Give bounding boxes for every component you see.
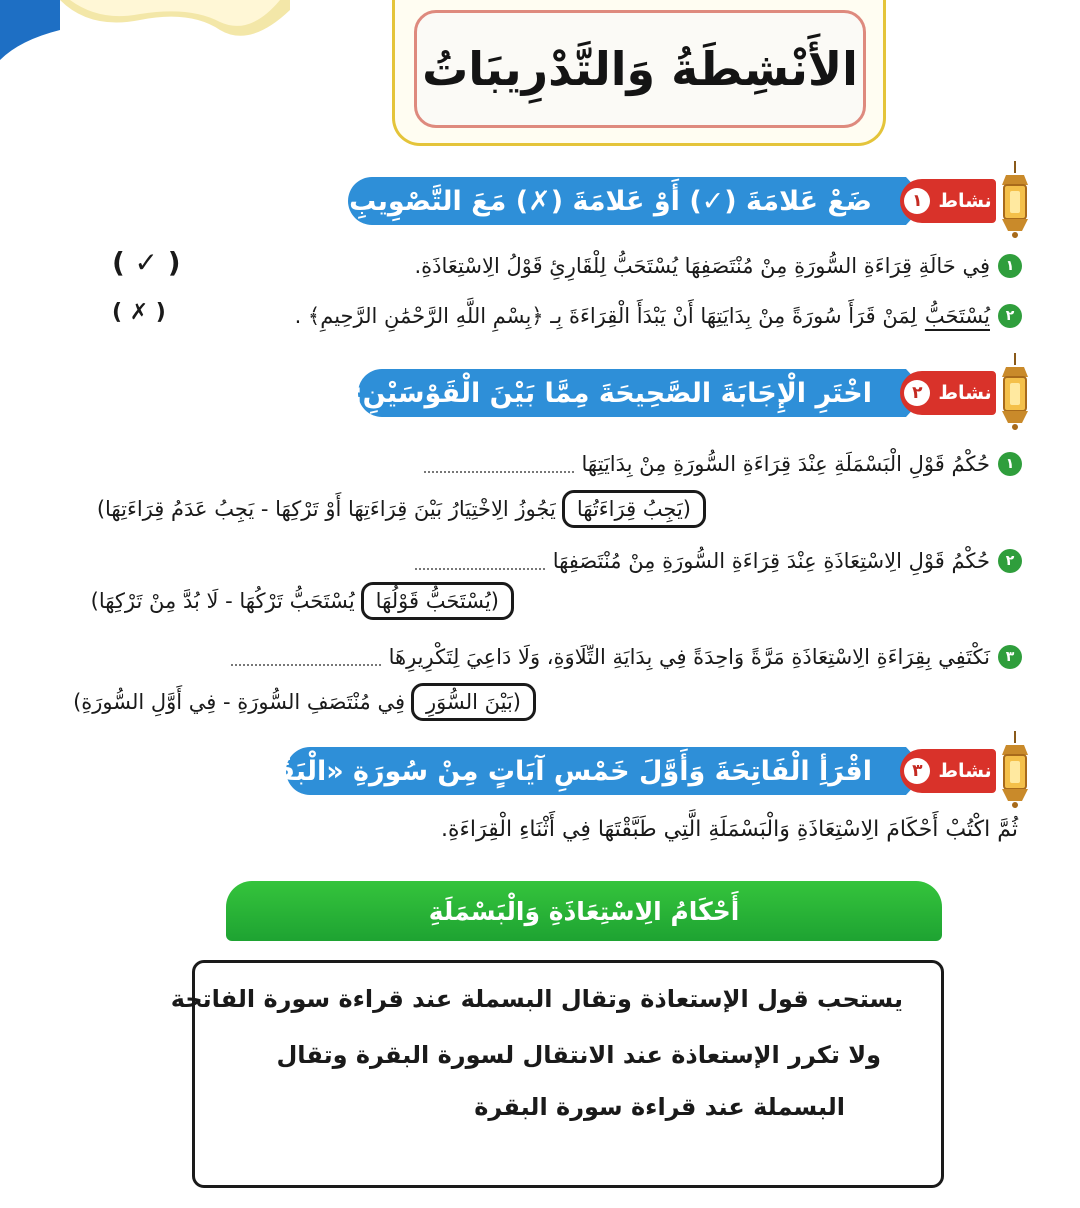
item-number: ٢ [998,549,1022,573]
activity-2-options-3 [73,683,536,721]
lantern-icon [998,161,1032,239]
activity-badge-label: نشاط [938,760,992,782]
selected-option: (يَجِبُ قِرَاءَتُهَا [562,490,706,528]
answer-blank [415,552,545,570]
activity-2-badge [900,371,996,415]
underlined-word: يُسْتَحَبُّ [924,304,990,328]
activity-1-item-2 [295,304,1022,328]
activity-1-banner [338,173,1032,229]
activity-badge-label: نشاط [938,190,992,212]
activity-2-question-3 [231,645,1022,669]
activity-1-heading: ضَعْ عَلامَةَ (✓) أَوْ عَلامَةَ (✗) مَعَ التَّصْوِيبِ: [338,185,872,217]
selected-option: (يُسْتَحَبُّ قَوْلُهَا [361,582,514,620]
item-number: ١ [998,452,1022,476]
lantern-icon [998,353,1032,431]
activity-1-item-2-answer: ( ✗ ) [112,300,166,325]
selected-option: (بَيْنَ السُّوَرِ [411,683,536,721]
answer-line-3: البسملة عند قراءة سورة البقرة [474,1093,845,1121]
activity-3-instruction: ثُمَّ اكْتُبْ أَحْكَامَ الِاسْتِعَاذَةِ وَالْبَسْمَلَةِ الَّتِي طَبَّقْتَهَا فِي أَثْنَاءِ الْقِرَاءَةِ. [441,817,1018,842]
item-text: لِمَنْ قَرَأَ سُورَةً مِنْ بِدَايَتِهَا أَنْ يَبْدَأَ الْقِرَاءَةَ بِـ ﴿بِسْمِ اللَّهِ الرَّحْمَٰنِ الرَّحِيمِ﴾ . [294,304,917,328]
activity-3-heading: اقْرَأِ الْفَاتِحَةَ وَأَوَّلَ خَمْسِ آيَاتٍ مِنْ سُورَةِ «الْبَقَرَةِ»: [215,755,872,787]
rules-table-header [226,881,942,941]
question-text: حُكْمُ قَوْلِ الِاسْتِعَاذَةِ عِنْدَ قِرَاءَةِ السُّورَةِ مِنْ مُنْتَصَفِهَا [552,549,990,573]
item-number: ٢ [998,304,1022,328]
activity-2-banner [351,365,1032,421]
title-box [414,10,866,128]
answer-blank [231,648,381,666]
answer-box [170,960,944,1188]
activity-2-options-2 [91,582,514,620]
activity-badge-number: ١ [904,188,930,214]
activity-1-item-1-answer: ( ✓ ) [112,246,181,279]
activity-2-heading: اخْتَرِ الْإِجَابَةَ الصَّحِيحَةَ مِمَّا بَيْنَ الْقَوْسَيْنِ: [351,377,872,409]
activity-2-question-2 [415,549,1022,573]
item-text: فِي حَالَةِ قِرَاءَةِ السُّورَةِ مِنْ مُنْتَصَفِهَا يُسْتَحَبُّ لِلْقَارِئِ قَوْلُ الِاسْتِعَاذَةِ. [414,254,990,278]
answer-line-1: يستحب قول الإستعاذة وتقال البسملة عند قراءة سورة الفاتحة [170,985,903,1013]
item-number: ٣ [998,645,1022,669]
activity-3-badge [900,749,996,793]
question-text: نَكْتَفِي بِقِرَاءَةِ الِاسْتِعَاذَةِ مَرَّةً وَاحِدَةً فِي بِدَايَةِ التِّلَاوَةِ، وَلَا دَاعِيَ لِتَكْرِيرِهَا [388,645,990,669]
activity-2-heading-bar [351,369,906,417]
item-number: ١ [998,254,1022,278]
page-title: الأَنْشِطَةُ وَالتَّدْرِيبَاتُ [422,42,858,96]
activity-2-options-1 [97,490,706,528]
activity-badge-number: ٣ [904,758,930,784]
other-options: يَجُوزُ الِاخْتِيَارُ بَيْنَ قِرَاءَتِهَا أَوْ تَرْكِهَا - يَجِبُ عَدَمُ قِرَاءَتِهَا) [96,497,556,521]
activity-badge-number: ٢ [904,380,930,406]
corner-decoration [0,0,300,70]
rules-table-header-text: أَحْكَامُ الِاسْتِعَاذَةِ وَالْبَسْمَلَةِ [428,896,740,926]
lantern-icon [998,731,1032,809]
other-options: يُسْتَحَبُّ تَرْكُهَا - لَا بُدَّ مِنْ تَرْكِهَا) [90,589,355,613]
activity-2-question-1 [424,452,1022,476]
activity-1-item-1 [414,254,1022,278]
answer-line-2: ولا تكرر الإستعاذة عند الانتقال لسورة البقرة وتقال [276,1041,881,1069]
answer-blank [424,455,574,473]
activity-3-heading-bar [215,747,906,795]
activity-3-banner [215,743,1032,799]
activity-badge-label: نشاط [938,382,992,404]
other-options: فِي مُنْتَصَفِ السُّورَةِ - فِي أَوَّلِ السُّورَةِ) [73,690,405,714]
activity-1-heading-bar [338,177,906,225]
question-text: حُكْمُ قَوْلِ الْبَسْمَلَةِ عِنْدَ قِرَاءَةِ السُّورَةِ مِنْ بِدَايَتِهَا [581,452,990,476]
activity-1-badge [900,179,996,223]
